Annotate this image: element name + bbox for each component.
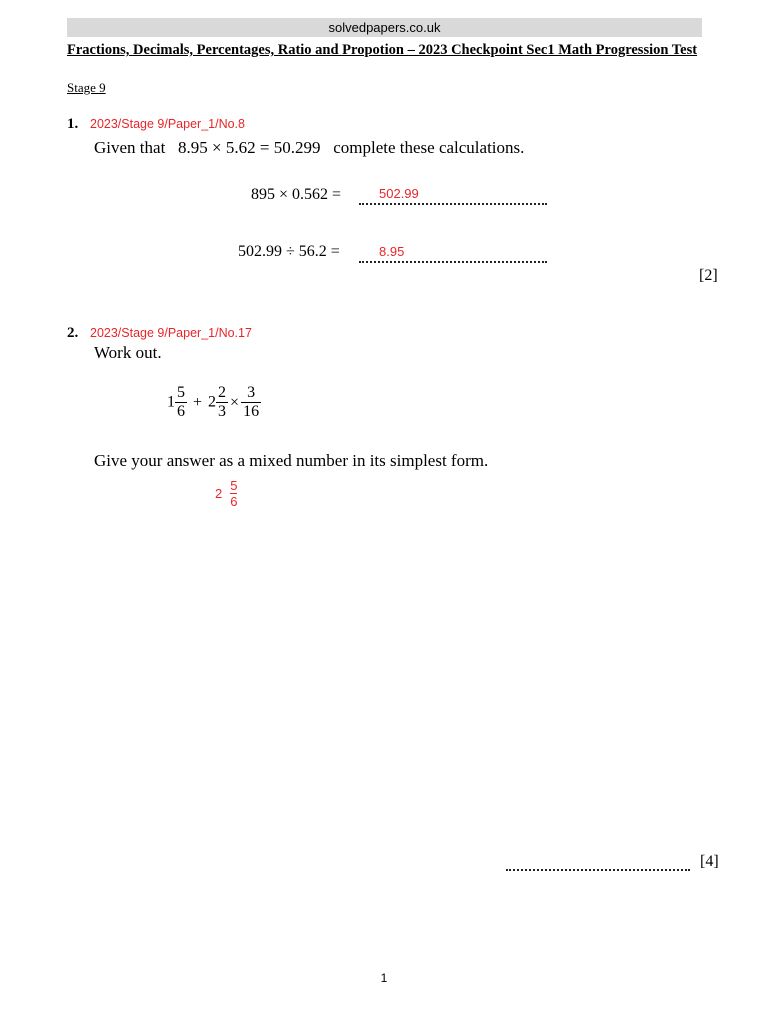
fraction-3 <box>241 384 261 421</box>
question-2-answer <box>215 478 237 509</box>
question-1-calculation-2: 502.99 ÷ 56.2 = <box>238 243 340 260</box>
page-number: 1 <box>380 971 388 985</box>
fraction-2-denominator: 3 <box>218 403 227 420</box>
question-1-number: 1. <box>67 116 79 132</box>
fraction-1 <box>175 384 187 421</box>
plus-operator: + <box>193 393 203 411</box>
document-title: Fractions, Decimals, Percentages, Ratio and Propotion – 2023 Checkpoint Sec1 Math Progression Test <box>67 42 698 58</box>
question-2-expression <box>167 384 261 421</box>
question-2-marks: [4] <box>700 853 719 870</box>
fraction-3-denominator: 16 <box>243 403 260 420</box>
site-name: solvedpapers.co.uk <box>328 20 441 35</box>
question-2-instruction: Give your answer as a mixed number in its simplest form. <box>94 451 489 470</box>
fraction-1-denominator: 6 <box>177 403 185 420</box>
answer-denominator: 6 <box>230 494 238 509</box>
fraction-2-numerator: 2 <box>218 384 227 401</box>
question-2-prompt: Work out. <box>94 343 162 362</box>
stage-label: Stage 9 <box>67 80 106 95</box>
mixed-whole-1: 1 <box>167 393 175 411</box>
site-header <box>67 18 702 37</box>
answer-line-1[interactable] <box>359 203 547 205</box>
times-operator: × <box>230 393 240 411</box>
question-1-prompt: Given that 8.95 × 5.62 = 50.299 complete these calculations. <box>94 138 525 157</box>
question-2-reference: 2023/Stage 9/Paper_1/No.17 <box>90 326 252 340</box>
question-1-marks: [2] <box>699 267 718 284</box>
fraction-2 <box>216 384 228 421</box>
fraction-1-numerator: 5 <box>177 384 185 401</box>
mixed-whole-2: 2 <box>208 393 217 411</box>
answer-fraction <box>230 478 237 509</box>
answer-line-3[interactable] <box>506 869 690 871</box>
fraction-3-numerator: 3 <box>247 384 256 401</box>
answer-whole: 2 <box>215 486 223 501</box>
question-1-calculation-1: 895 × 0.562 = <box>251 186 342 203</box>
question-2-number: 2. <box>67 325 79 341</box>
answer-numerator: 5 <box>230 478 238 493</box>
answer-line-2[interactable] <box>359 261 547 263</box>
question-1-answer-1: 502.99 <box>379 186 419 201</box>
question-1-reference: 2023/Stage 9/Paper_1/No.8 <box>90 117 245 131</box>
question-1-answer-2: 8.95 <box>379 244 405 259</box>
